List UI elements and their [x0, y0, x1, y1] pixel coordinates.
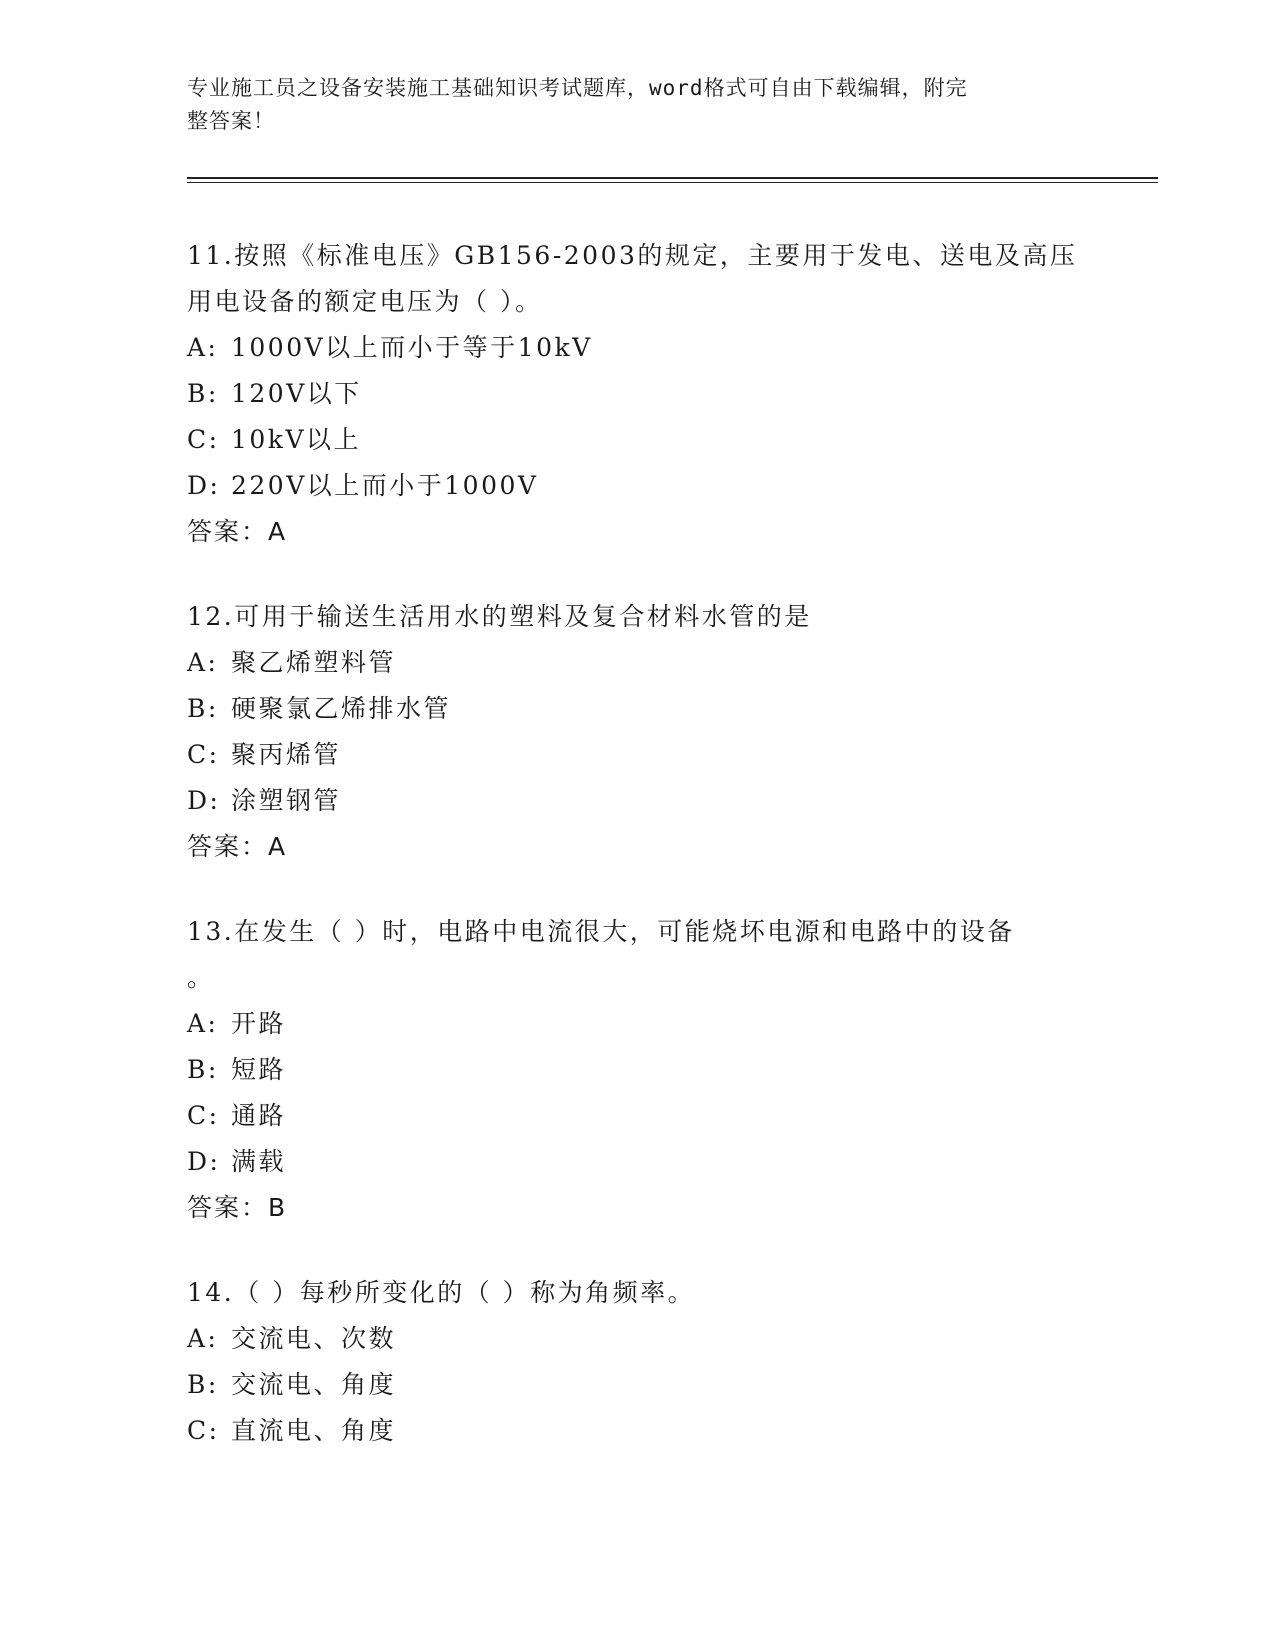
option-text: 交流电、次数 — [231, 1324, 397, 1353]
option-letter: D: — [187, 1147, 221, 1176]
answer-option — [187, 1362, 1087, 1408]
option-letter: B: — [187, 379, 219, 408]
header-line-2: 整答案！ — [187, 109, 275, 133]
option-text: 1000V以上而小于等于10kV — [231, 333, 593, 362]
answer-value: B — [268, 1193, 288, 1222]
option-letter: C: — [187, 1101, 220, 1130]
question-block — [187, 233, 1087, 555]
option-letter: D: — [187, 471, 221, 500]
option-letter: C: — [187, 740, 220, 769]
answer-option — [187, 1047, 1087, 1093]
option-text: 涂塑钢管 — [231, 786, 342, 815]
answer-label: 答案： — [187, 832, 269, 861]
answer-option — [187, 686, 1087, 732]
question-stem-line: 12.可用于输送生活用水的塑料及复合材料水管的是 — [187, 602, 812, 631]
option-text: 聚乙烯塑料管 — [231, 648, 397, 677]
option-text: 开路 — [231, 1009, 287, 1038]
answer-line — [187, 1185, 1087, 1231]
answer-label: 答案： — [187, 1193, 269, 1222]
answer-option — [187, 325, 1087, 371]
option-letter: B: — [187, 1370, 219, 1399]
answer-option — [187, 463, 1087, 509]
option-letter: D: — [187, 786, 221, 815]
option-text: 满载 — [231, 1147, 287, 1176]
question-block — [187, 1270, 1087, 1454]
answer-option — [187, 1408, 1087, 1454]
option-letter: A: — [187, 333, 219, 362]
answer-option — [187, 640, 1087, 686]
question-stem-line: 13.在发生（ ）时，电路中电流很大，可能烧坏电源和电路中的设备 — [187, 917, 1015, 946]
option-letter: C: — [187, 1416, 220, 1445]
option-text: 220V以上而小于1000V — [231, 471, 539, 500]
question-stem-line: 14.（ ）每秒所变化的（ ）称为角频率。 — [187, 1278, 696, 1307]
option-letter: B: — [187, 694, 219, 723]
answer-value: A — [268, 832, 288, 861]
option-text: 10kV以上 — [231, 425, 362, 454]
answer-option — [187, 778, 1087, 824]
header-rule-thin — [187, 182, 1158, 183]
question-list — [187, 233, 1087, 1493]
answer-label: 答案： — [187, 517, 269, 546]
answer-option — [187, 417, 1087, 463]
document-header — [187, 72, 1067, 138]
answer-option — [187, 1001, 1087, 1047]
option-text: 短路 — [231, 1055, 287, 1084]
answer-option — [187, 371, 1087, 417]
header-line-1: 专业施工员之设备安装施工基础知识考试题库，word格式可自由下载编辑，附完 — [187, 76, 968, 100]
question-stem-line: 用电设备的额定电压为（ ）。 — [187, 287, 543, 316]
option-text: 120V以下 — [231, 379, 362, 408]
option-letter: A: — [187, 1324, 219, 1353]
option-text: 硬聚氯乙烯排水管 — [231, 694, 452, 723]
answer-option — [187, 1093, 1087, 1139]
option-letter: A: — [187, 648, 219, 677]
answer-option — [187, 732, 1087, 778]
question-block — [187, 909, 1087, 1231]
answer-option — [187, 1316, 1087, 1362]
option-letter: C: — [187, 425, 220, 454]
answer-option — [187, 1139, 1087, 1185]
option-text: 交流电、角度 — [231, 1370, 397, 1399]
answer-line — [187, 824, 1087, 870]
question-stem-line: 11.按照《标准电压》GB156-2003的规定，主要用于发电、送电及高压 — [187, 241, 1078, 270]
header-rule-thick — [187, 177, 1158, 179]
option-letter: B: — [187, 1055, 219, 1084]
option-text: 聚丙烯管 — [231, 740, 342, 769]
question-block — [187, 594, 1087, 870]
option-text: 通路 — [231, 1101, 287, 1130]
option-text: 直流电、角度 — [231, 1416, 397, 1445]
question-stem-line: 。 — [187, 963, 215, 992]
option-letter: A: — [187, 1009, 219, 1038]
answer-value: A — [268, 517, 288, 546]
answer-line — [187, 509, 1087, 555]
